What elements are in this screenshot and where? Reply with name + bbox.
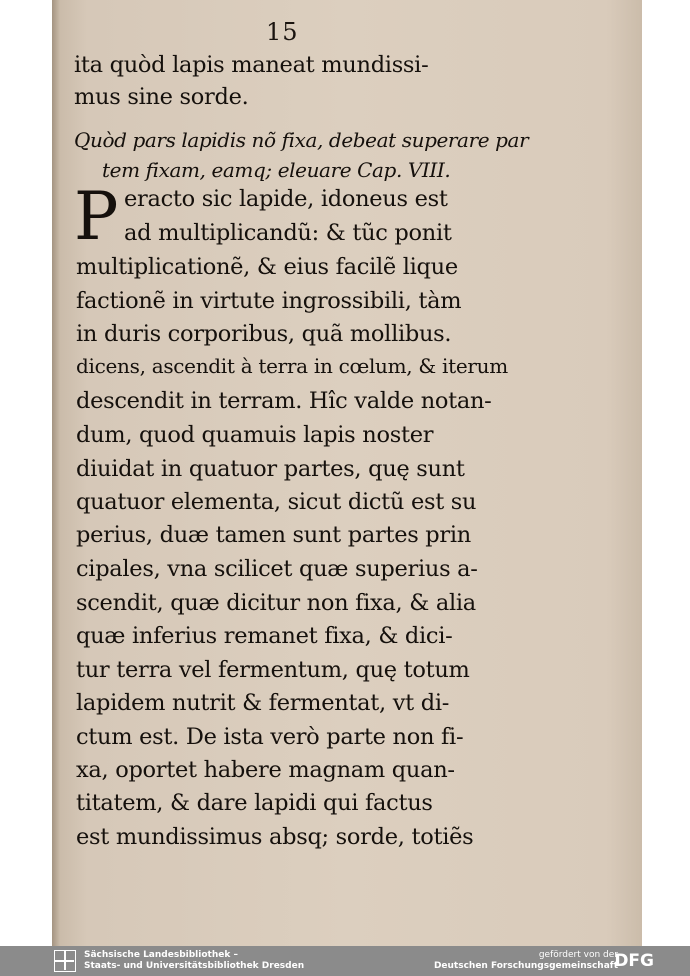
body-line-6: dicens, ascendit à terra in cœlum, & iterum bbox=[76, 354, 508, 378]
chapter-heading-line-2: tem fixam, eamq; eleuare Cap. VIII. bbox=[102, 158, 451, 182]
opening-line-2: mus sine sorde. bbox=[74, 84, 249, 110]
body-line-8: dum, quod quamuis lapis noster bbox=[76, 422, 434, 448]
body-line-19: titatem, & dare lapidi qui factus bbox=[76, 790, 433, 816]
library-line-2: Staats- und Universitätsbibliothek Dresden bbox=[84, 961, 305, 971]
body-line-10: quatuor elementa, sicut dictũ est su bbox=[76, 489, 477, 515]
body-line-15: tur terra vel fermentum, quę totum bbox=[76, 657, 470, 683]
chapter-heading-line-1: Quòd pars lapidis nõ fixa, debeat superare par bbox=[74, 128, 529, 152]
library-line-1: Sächsische Landesbibliothek – bbox=[84, 950, 238, 960]
body-line-14: quæ inferius remanet fixa, & dici- bbox=[76, 623, 453, 649]
footer-bar bbox=[0, 946, 690, 976]
library-credit bbox=[84, 950, 304, 972]
body-line-7: descendit in terram. Hîc valde notan- bbox=[76, 388, 492, 414]
body-line-12: cipales, vna scilicet quæ superius a- bbox=[76, 556, 478, 582]
body-line-2: ad multiplicandũ: & tũc ponit bbox=[124, 220, 452, 246]
body-line-13: scendit, quæ dicitur non fixa, & alia bbox=[76, 590, 476, 616]
funding-credit bbox=[434, 950, 618, 972]
body-line-20: est mundissimus absq; sorde, totiẽs bbox=[76, 824, 474, 850]
drop-cap: P bbox=[74, 178, 119, 255]
scanned-page bbox=[52, 0, 642, 946]
funding-line-2: Deutschen Forschungsgemeinschaft bbox=[433, 961, 618, 971]
page-number: 15 bbox=[266, 18, 299, 46]
body-line-17: ctum est. De ista verò parte non fi- bbox=[76, 724, 464, 750]
body-line-1: eracto sic lapide, idoneus est bbox=[124, 186, 448, 212]
body-line-3: multiplicationẽ, & eius facilẽ lique bbox=[76, 254, 458, 280]
opening-line-1: ita quòd lapis maneat mundissi- bbox=[74, 52, 429, 78]
funding-line-1: gefördert von der bbox=[538, 950, 618, 960]
body-line-18: xa, oportet habere magnam quan- bbox=[76, 757, 455, 783]
body-line-9: diuidat in quatuor partes, quę sunt bbox=[76, 456, 465, 482]
body-line-16: lapidem nutrit & fermentat, vt di- bbox=[76, 690, 450, 716]
body-line-11: perius, duæ tamen sunt partes prin bbox=[76, 522, 471, 548]
library-logo-icon bbox=[54, 950, 76, 972]
body-line-5: in duris corporibus, quã mollibus. bbox=[76, 321, 452, 347]
body-line-4: factionẽ in virtute ingrossibili, tàm bbox=[76, 288, 462, 314]
dfg-logo: DFG bbox=[614, 951, 654, 971]
